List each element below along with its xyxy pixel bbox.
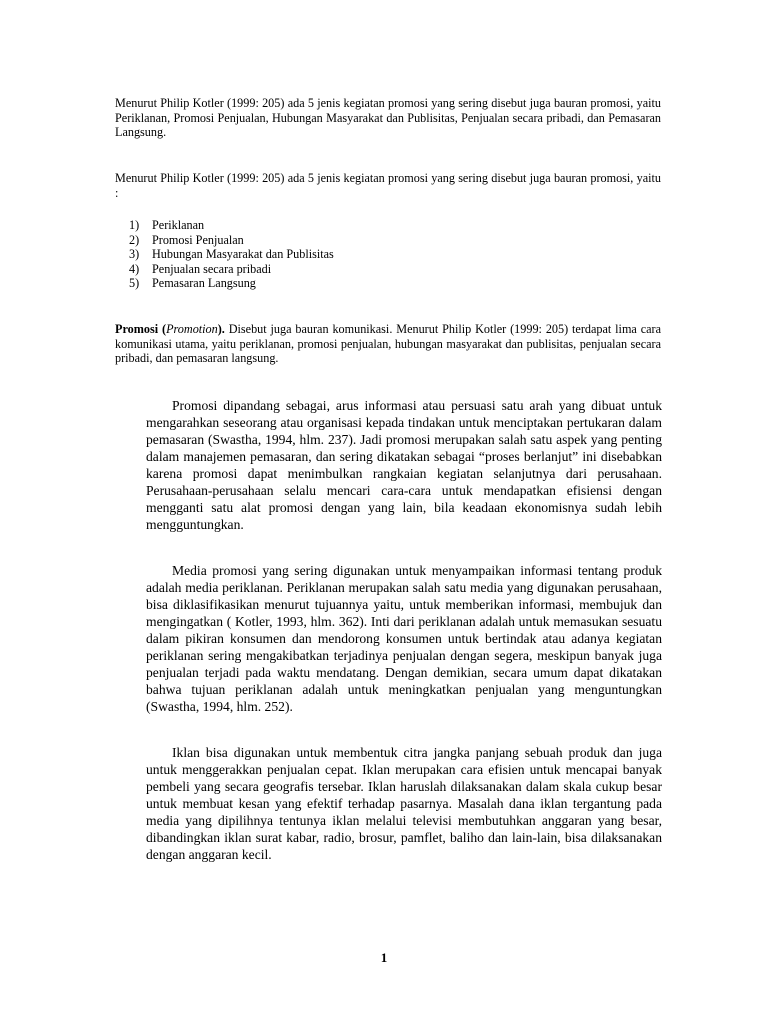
list-text: Hubungan Masyarakat dan Publisitas	[152, 247, 334, 262]
body-paragraph: Promosi dipandang sebagai, arus informasi atau persuasi satu arah yang dibuat untuk mengarahkan seseorang atau organisasi kepada tindakan untuk menciptakan pertukaran dalam pemasaran (Swastha, 1994, hlm. 237). Jadi promosi merupakan salah satu aspek yang penting dalam manajemen pemasaran, dan sering dikatakan sebagai “proses berlanjut” ini disebabkan karena promosi dapat menimbulkan rangkaian kegiatan selanjutnya dari perusahaan. Perusahaan-perusahaan selalu mencari cara-cara untuk mendapatkan efisiensi dengan mengganti satu alat promosi dengan yang lain, bila keadaan ekonomisnya sudah lebih mengguntungkan.	[146, 398, 662, 532]
definition-paragraph	[115, 322, 661, 366]
list-text: Promosi Penjualan	[152, 232, 244, 247]
definition-term	[115, 322, 225, 336]
term-word: Promosi	[115, 322, 159, 336]
list-number: 5)	[129, 276, 140, 291]
list-text: Periklanan	[152, 218, 205, 232]
body-paragraph: Iklan bisa digunakan untuk membentuk citra jangka panjang sebuah produk dan juga untuk menggerakkan penjualan cepat. Iklan merupakan cara efisien untuk mencapai banyak pembeli yang secara geografis tersebar. Iklan haruslah dilaksanakan dalam skala cukup besar untuk membuat kesan yang efektif terhadap pasarnya. Masalah dana iklan tergantung pada media yang dipilihnya tentunya iklan melalui televisi membutuhkan anggaran yang besar, dibandingkan iklan surat kabar, radio, brosur, pamflet, baliho dan lain-lain, bisa dilaksanakan dengan anggaran kecil.	[146, 745, 662, 862]
page-number: 1	[380, 950, 388, 965]
body-section-1	[146, 397, 662, 533]
term-italic: Promotion	[166, 322, 218, 336]
term-open-paren: (	[158, 322, 167, 336]
list-number: 4)	[129, 261, 140, 276]
list-text: Penjualan secara pribadi	[152, 261, 272, 276]
list-item	[129, 247, 334, 262]
list-number: 1)	[129, 218, 140, 232]
definition-text: Disebut juga bauran komunikasi. Menurut Philip Kotler (1999: 205) terdapat lima cara komunikasi utama, yaitu periklanan, promosi penjualan, hubungan masyarakat dan publisitas, penjualan secara pribadi, dan pemasaran langsung.	[115, 322, 662, 366]
list-item	[129, 218, 334, 233]
list-item	[129, 262, 334, 277]
list-item	[129, 276, 334, 291]
list-number: 2)	[129, 232, 140, 247]
list-text: Pemasaran Langsung	[152, 276, 256, 291]
list-number: 3)	[129, 247, 140, 262]
body-paragraph: Media promosi yang sering digunakan untuk menyampaikan informasi tentang produk adalah media periklanan. Periklanan merupakan salah satu media yang digunakan perusahaan, bisa diklasifikasikan menurut tujuannya yaitu, untuk memberikan informasi, membujuk dan mengingatkan ( Kotler, 1993, hlm. 362). Inti dari periklanan adalah untuk memasukan sesuatu dalam pikiran konsumen dan mendorong konsumen untuk bertindak atau adanya kegiatan periklanan sering mengakibatkan terjadinya penjualan dengan segera, meskipun banyak juga penjualan terjadi pada waktu mendatang. Dengan demikian, secara umum dapat dikatakan bahwa tujuan periklanan adalah untuk meningkatkan penjualan yang menguntungkan (Swastha, 1994, hlm. 252).	[146, 563, 662, 714]
intro-paragraph-2: Menurut Philip Kotler (1999: 205) ada 5 jenis kegiatan promosi yang sering disebut juga bauran promosi, yaitu :	[115, 171, 661, 200]
body-section-3	[146, 744, 662, 863]
list-item	[129, 233, 334, 248]
promo-mix-list	[129, 218, 334, 291]
intro-paragraph-1: Menurut Philip Kotler (1999: 205) ada 5 jenis kegiatan promosi yang sering disebut juga bauran promosi, yaitu Periklanan, Promosi Penjualan, Hubungan Masyarakat dan Publisitas, Penjualan secara pribadi, dan Pemasaran Langsung.	[115, 96, 661, 140]
body-section-2	[146, 562, 662, 715]
term-close-paren: ).	[217, 322, 225, 336]
